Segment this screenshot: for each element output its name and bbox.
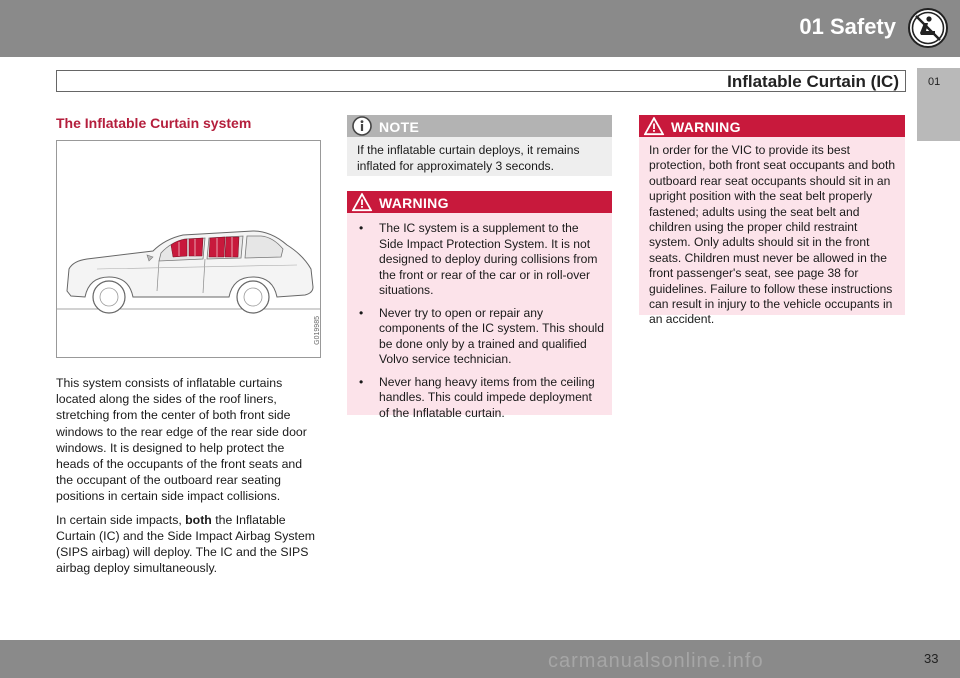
chapter-tab[interactable]: [917, 68, 960, 141]
header-bar: [0, 0, 960, 57]
section-title: Inflatable Curtain (IC): [727, 72, 899, 91]
bullet: •: [359, 305, 364, 320]
watermark: carmanualsonline.info: [548, 650, 764, 672]
bullet: •: [359, 374, 364, 389]
bullet: •: [359, 221, 364, 235]
note-text: If the inflatable curtain deploys, it remains inflated for approximately 3 seconds.: [357, 143, 580, 173]
warning-box-ic-system: [347, 191, 612, 420]
warning-text: In order for the VIC to provide its best protection, both front seat occupants and both outboard rear seat occupants should sit in an upright position with the seat belt properly fastened; adults using the seat belt and children using the proper child restraint system. Only adults should sit in the front seats. Children must never be allowed in the front passenger's seat, see page 38 for guidelines. Failure to follow these instructions can result in injury to the vehicle occupants in an accident.: [649, 143, 896, 327]
warning-triangle-icon: [351, 191, 373, 213]
page-number: 33: [924, 651, 939, 666]
section-header: [56, 70, 906, 92]
warning-label: WARNING: [671, 119, 741, 135]
note-label: NOTE: [379, 119, 420, 135]
warning-header: [347, 191, 612, 213]
warning-header: [639, 115, 905, 137]
chapter-title: 01 Safety: [799, 14, 896, 39]
paragraph-2-bold: both: [185, 512, 212, 527]
warning-triangle-icon: [643, 115, 665, 137]
note-box: [347, 115, 612, 176]
info-icon: [351, 115, 373, 137]
warning-list: [347, 213, 612, 421]
car-side-view: [57, 141, 320, 357]
car-curtain-illustration: [56, 140, 321, 358]
figure-id: G019985: [314, 316, 321, 345]
paragraph-2-prefix: In certain side impacts,: [56, 512, 186, 527]
paragraph-2-suffix: the Inflatable Curtain (IC) and the Side Impact Airbag System (SIPS airbag) will deploy. The IC and the SIPS airbag deploy simultaneously.: [56, 512, 316, 576]
footer-bar: [0, 640, 960, 678]
note-header: [347, 115, 612, 137]
warning-box-vic: [639, 115, 905, 327]
warning-item-text: Never hang heavy items from the ceiling handles. This could impede deployment of the Inflatable curtain.: [379, 374, 595, 420]
warning-label: WARNING: [379, 195, 449, 211]
section-heading: The Inflatable Curtain system: [56, 115, 252, 131]
main-column: [56, 115, 321, 583]
no-child-seat-icon: [907, 7, 949, 49]
warning-list-item: [357, 306, 604, 368]
warning-list-item: [357, 221, 604, 299]
body-paragraph-2: [56, 512, 321, 577]
chapter-tab-label: 01: [928, 76, 941, 88]
warning-item-text: The IC system is a supplement to the Side Impact Protection System. It is not designed to deploy during collisions from the front or rear of the car or in roll-over situations.: [379, 221, 598, 297]
warning-list-item: [357, 375, 604, 422]
warning-item-text: Never try to open or repair any components of the IC system. This should be done only by a trained and qualified Volvo service technician.: [379, 305, 604, 366]
body-paragraph-1: This system consists of inflatable curtains located along the sides of the roof liners, stretching from the center of both front side windows to the rear edge of the rear side door windows. It is designed to help protect the heads of the occupants of the front seats and the occupant of the outboard rear seating positions in certain side impact collisions.: [56, 376, 307, 504]
